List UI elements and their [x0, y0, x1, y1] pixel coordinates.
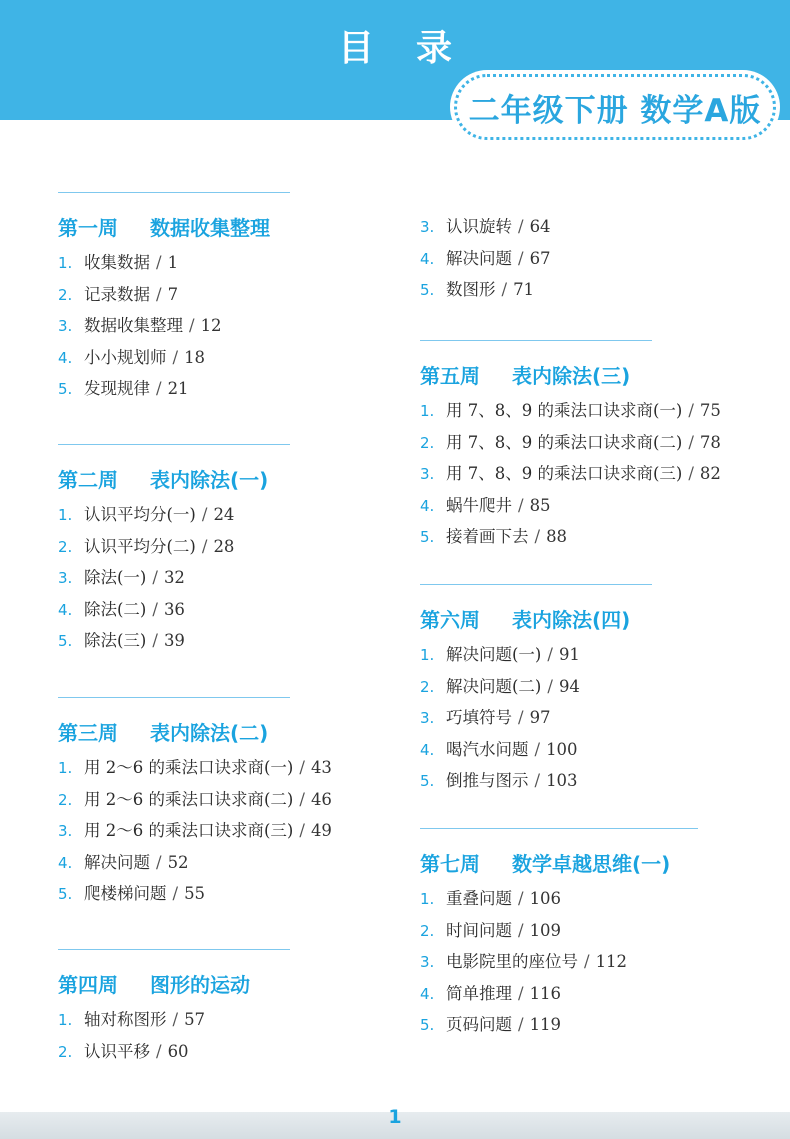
item-title: 用 7、8、9 的乘法口诀求商(三) — [446, 464, 683, 484]
item-number: 1. — [420, 890, 435, 908]
item-page: 7 — [167, 284, 179, 304]
item-title: 记录数据 — [84, 284, 150, 304]
item-page: 43 — [310, 758, 332, 777]
toc-section-week-2 — [58, 444, 358, 657]
item-title: 巧填符号 — [446, 708, 512, 728]
item-number: 3. — [420, 953, 435, 972]
item-page: 64 — [529, 217, 551, 236]
toc-item[interactable] — [58, 752, 358, 784]
item-number: 4. — [420, 249, 435, 268]
item-number: 5. — [58, 632, 73, 651]
toc-item[interactable] — [58, 373, 358, 405]
page-separator: / — [534, 527, 541, 547]
item-number: 1. — [420, 402, 435, 420]
item-page: 32 — [163, 568, 185, 588]
item-page: 60 — [167, 1041, 189, 1061]
section-divider — [420, 584, 652, 585]
item-number: 4. — [420, 984, 435, 1003]
item-number: 3. — [420, 465, 435, 484]
item-page: 52 — [167, 852, 189, 872]
section-heading — [58, 215, 358, 241]
item-title: 解决问题(一) — [446, 645, 542, 664]
toc-section-week-4-continued — [420, 211, 720, 306]
item-page: 28 — [213, 536, 235, 556]
item-title: 除法(一) — [84, 568, 147, 588]
page-separator: / — [201, 536, 208, 556]
item-page: 94 — [558, 676, 580, 696]
page-separator: / — [688, 401, 694, 420]
toc-item[interactable] — [420, 243, 720, 275]
toc-item[interactable] — [58, 499, 358, 531]
item-page: 91 — [558, 645, 580, 664]
item-title: 发现规律 — [84, 379, 150, 399]
item-number: 5. — [58, 885, 73, 904]
week-label: 第三周 — [58, 721, 118, 745]
toc-item[interactable] — [420, 521, 720, 553]
item-title: 认识旋转 — [446, 217, 512, 236]
toc-item[interactable] — [420, 883, 720, 915]
section-divider — [58, 949, 290, 950]
page-separator: / — [152, 568, 158, 588]
page-separator: / — [518, 708, 524, 728]
toc-item[interactable] — [420, 734, 720, 766]
item-page: 67 — [529, 248, 551, 268]
item-title: 解决问题 — [446, 248, 512, 268]
topic-label: 图形的运动 — [150, 973, 250, 997]
item-page: 82 — [699, 464, 721, 484]
toc-item[interactable] — [58, 1004, 358, 1036]
page-separator: / — [518, 889, 524, 908]
item-title: 数图形 — [446, 280, 496, 300]
page-separator: / — [518, 217, 524, 236]
toc-item[interactable] — [58, 310, 358, 342]
toc-item[interactable] — [420, 1009, 720, 1041]
page-separator: / — [299, 789, 305, 809]
toc-item[interactable] — [58, 878, 358, 910]
item-number: 3. — [420, 218, 435, 236]
page-separator: / — [172, 1010, 179, 1029]
item-page: 106 — [529, 889, 562, 908]
item-page: 97 — [529, 708, 551, 728]
toc-item[interactable] — [58, 1036, 358, 1068]
page-separator: / — [518, 495, 524, 515]
toc-item[interactable] — [420, 765, 720, 797]
toc-item[interactable] — [58, 342, 358, 374]
page-separator: / — [299, 758, 305, 777]
toc-item[interactable] — [58, 815, 358, 847]
item-number: 3. — [420, 709, 435, 728]
page-title: 目录 — [337, 28, 494, 69]
item-number: 1. — [58, 254, 73, 272]
toc-item[interactable] — [420, 702, 720, 734]
item-page: 119 — [529, 1015, 562, 1035]
item-page: 57 — [184, 1010, 206, 1029]
item-number: 2. — [420, 677, 435, 696]
page-separator: / — [189, 316, 195, 336]
section-heading — [420, 363, 720, 389]
section-heading — [58, 467, 358, 493]
week-label: 第四周 — [58, 973, 118, 997]
item-title: 爬楼梯问题 — [84, 884, 167, 904]
section-divider — [58, 697, 290, 698]
item-title: 解决问题 — [84, 852, 150, 872]
item-page: 18 — [184, 347, 206, 367]
item-page: 36 — [163, 599, 185, 619]
item-number: 2. — [58, 537, 73, 556]
toc-item[interactable] — [58, 847, 358, 879]
item-title: 用 7、8、9 的乘法口诀求商(一) — [446, 401, 683, 420]
week-label: 第五周 — [420, 364, 480, 388]
topic-label: 数学卓越思维(一) — [512, 852, 671, 876]
toc-item[interactable] — [420, 211, 720, 243]
toc-item[interactable] — [420, 395, 720, 427]
item-title: 倒推与图示 — [446, 771, 529, 791]
topic-label: 表内除法(二) — [150, 721, 269, 745]
item-title: 电影院里的座位号 — [446, 952, 578, 972]
item-page: 1 — [167, 253, 179, 272]
toc-item[interactable] — [420, 671, 720, 703]
section-divider — [58, 192, 290, 193]
toc-item[interactable] — [420, 427, 720, 459]
item-number: 2. — [420, 433, 435, 452]
item-number: 1. — [58, 759, 73, 777]
toc-item[interactable] — [58, 784, 358, 816]
page-separator: / — [156, 284, 162, 304]
item-title: 重叠问题 — [446, 889, 512, 908]
item-number: 5. — [420, 772, 435, 791]
item-title: 认识平移 — [84, 1041, 150, 1061]
item-page: 21 — [167, 379, 189, 399]
item-page: 100 — [546, 739, 578, 759]
page-separator: / — [518, 920, 524, 940]
item-page: 55 — [184, 884, 206, 904]
item-title: 认识平均分(一) — [84, 505, 196, 524]
item-title: 用 2～6 的乘法口诀求商(二) — [84, 789, 294, 809]
toc-item[interactable] — [58, 279, 358, 311]
item-title: 喝汽水问题 — [446, 739, 529, 759]
section-heading — [420, 851, 720, 877]
page-separator: / — [534, 739, 541, 759]
item-number: 5. — [420, 281, 435, 300]
item-page: 85 — [529, 495, 551, 515]
week-label: 第一周 — [58, 216, 118, 240]
edition-badge — [454, 74, 776, 140]
page-separator: / — [688, 464, 694, 484]
edition-label: 二年级下册 数学A版 — [468, 92, 762, 129]
item-title: 除法(二) — [84, 599, 147, 619]
topic-label: 表内除法(三) — [512, 364, 631, 388]
toc-item[interactable] — [58, 247, 358, 279]
page-separator: / — [299, 821, 305, 841]
section-heading — [420, 607, 720, 633]
item-title: 接着画下去 — [446, 527, 529, 547]
page-separator: / — [172, 347, 179, 367]
page-separator: / — [688, 432, 694, 452]
item-page: 103 — [546, 771, 578, 791]
item-number: 3. — [58, 822, 73, 841]
item-title: 用 2～6 的乘法口诀求商(三) — [84, 821, 294, 841]
item-number: 4. — [58, 348, 73, 367]
week-label: 第七周 — [420, 852, 480, 876]
item-number: 1. — [58, 506, 73, 524]
item-number: 2. — [58, 1042, 73, 1061]
toc-item[interactable] — [58, 625, 358, 657]
toc-section-week-4 — [58, 949, 358, 1067]
item-page: 71 — [513, 280, 535, 300]
item-page: 109 — [529, 920, 562, 940]
toc-item[interactable] — [420, 978, 720, 1010]
item-title: 除法(三) — [84, 631, 147, 651]
item-number: 4. — [58, 853, 73, 872]
week-label: 第二周 — [58, 468, 118, 492]
page-separator: / — [547, 645, 553, 664]
item-title: 用 2～6 的乘法口诀求商(一) — [84, 758, 294, 777]
page-separator: / — [501, 280, 508, 300]
item-number: 2. — [420, 921, 435, 940]
item-title: 轴对称图形 — [84, 1010, 167, 1029]
item-page: 49 — [310, 821, 332, 841]
item-page: 39 — [163, 631, 185, 651]
week-label: 第六周 — [420, 608, 480, 632]
item-number: 3. — [58, 317, 73, 336]
item-page: 116 — [529, 983, 562, 1003]
item-title: 数据收集整理 — [84, 316, 183, 336]
toc-item[interactable] — [420, 946, 720, 978]
page-separator: / — [518, 983, 524, 1003]
item-page: 75 — [699, 401, 721, 420]
item-number: 4. — [420, 496, 435, 515]
item-title: 时间问题 — [446, 920, 512, 940]
item-title: 认识平均分(二) — [84, 536, 196, 556]
item-page: 24 — [213, 505, 235, 524]
item-title: 解决问题(二) — [446, 676, 542, 696]
item-page: 12 — [200, 316, 222, 336]
toc-section-week-3 — [58, 697, 358, 910]
toc-item[interactable] — [58, 562, 358, 594]
item-page: 46 — [310, 789, 332, 809]
page-separator: / — [152, 599, 158, 619]
page-separator: / — [152, 631, 158, 651]
section-divider — [420, 340, 652, 341]
item-number: 5. — [58, 380, 73, 399]
toc-item[interactable] — [420, 490, 720, 522]
item-title: 蜗牛爬井 — [446, 495, 512, 515]
item-number: 2. — [58, 285, 73, 304]
section-heading — [58, 720, 358, 746]
item-number: 5. — [420, 528, 435, 547]
page-separator: / — [172, 884, 179, 904]
item-page: 78 — [699, 432, 721, 452]
section-heading — [58, 972, 358, 998]
topic-label: 表内除法(四) — [512, 608, 631, 632]
item-title: 页码问题 — [446, 1015, 512, 1035]
item-number: 4. — [420, 740, 435, 759]
page-separator: / — [518, 248, 524, 268]
page-separator: / — [156, 852, 162, 872]
page-separator: / — [156, 379, 162, 399]
item-page: 112 — [595, 952, 628, 972]
item-number: 5. — [420, 1016, 435, 1035]
toc-item[interactable] — [420, 915, 720, 947]
toc-item[interactable] — [420, 274, 720, 306]
item-title: 简单推理 — [446, 983, 512, 1003]
item-title: 小小规划师 — [84, 347, 167, 367]
item-page: 88 — [546, 527, 568, 547]
page-separator: / — [201, 505, 208, 524]
page-separator: / — [518, 1015, 524, 1035]
page-separator: / — [547, 676, 553, 696]
section-divider — [58, 444, 290, 445]
item-title: 用 7、8、9 的乘法口诀求商(二) — [446, 432, 683, 452]
topic-label: 表内除法(一) — [150, 468, 269, 492]
section-divider — [420, 828, 698, 829]
page-separator: / — [156, 1041, 162, 1061]
toc-item[interactable] — [58, 594, 358, 626]
toc-section-week-6 — [420, 584, 720, 797]
item-number: 4. — [58, 600, 73, 619]
toc-section-week-5 — [420, 340, 720, 553]
item-title: 收集数据 — [84, 253, 150, 272]
page-separator: / — [534, 771, 541, 791]
item-number: 2. — [58, 790, 73, 809]
toc-section-week-1 — [58, 192, 358, 405]
toc-item[interactable] — [420, 458, 720, 490]
page-separator: / — [584, 952, 590, 972]
toc-section-week-7 — [420, 828, 720, 1041]
item-number: 3. — [58, 569, 73, 588]
item-number: 1. — [58, 1011, 73, 1029]
page-separator: / — [156, 253, 162, 272]
item-number: 1. — [420, 646, 435, 664]
page-number: 1 — [388, 1106, 402, 1128]
toc-item[interactable] — [58, 531, 358, 563]
toc-item[interactable] — [420, 639, 720, 671]
topic-label: 数据收集整理 — [150, 216, 270, 240]
